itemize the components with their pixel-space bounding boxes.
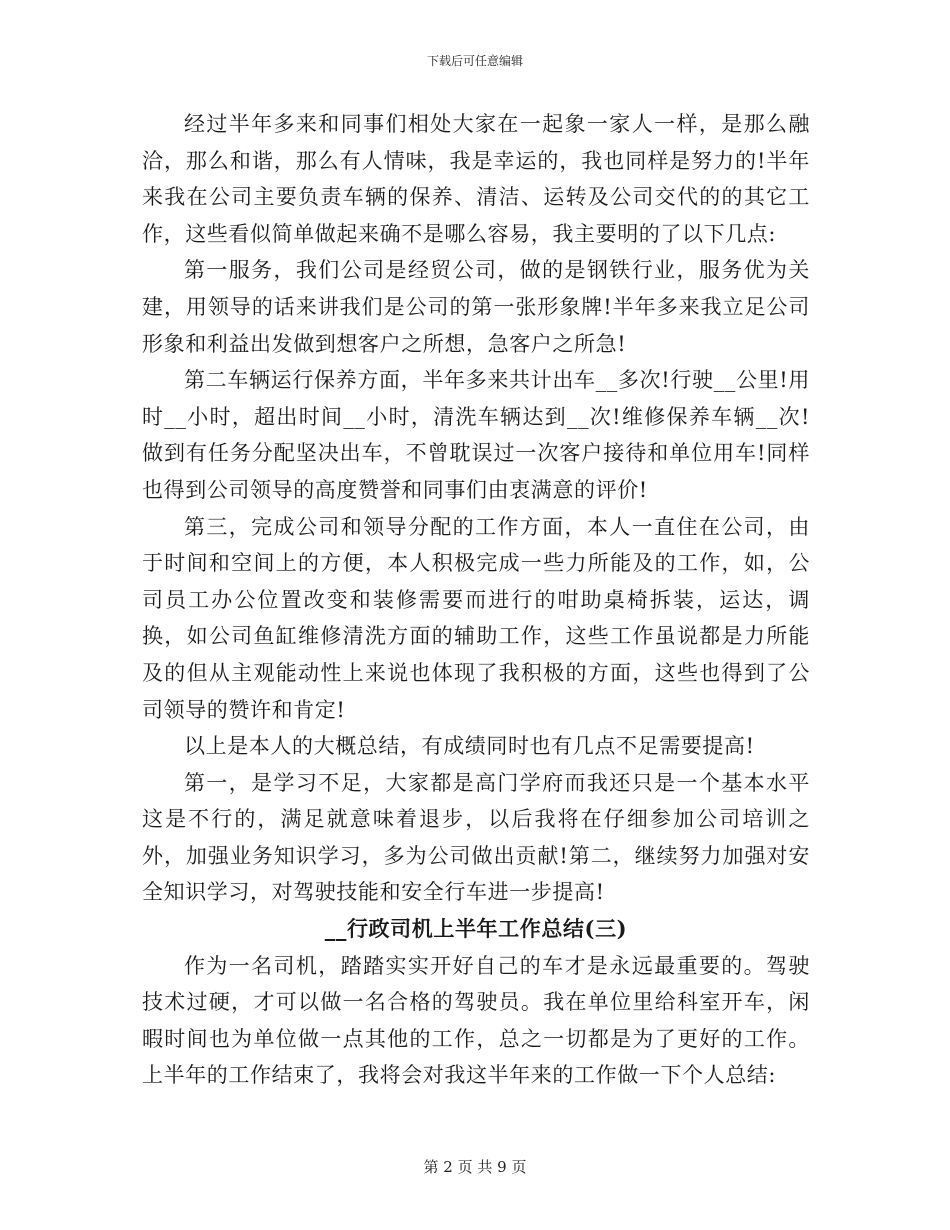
paragraph-summary: 以上是本人的大概总结，有成绩同时也有几点不足需要提高! (184, 734, 755, 759)
section-title: __行政司机上半年工作总结(三) (324, 916, 628, 942)
paragraph-shortcomings: 第一，是学习不足，大家都是高门学府而我还只是一个基本水平这是不行的，满足就意味着退步，以后我将在仔细参加公司培训之外，加强业务知识学习，多为公司做出贡献!第二，继续努力加强对安全知识学习，对驾驶技能和安全行车进一步提高! (142, 770, 810, 905)
paragraph-vehicle-maintenance: 第二车辆运行保养方面，半年多来共计出车__多次!行驶__公里!用时__小时，超出时间__小时，清洗车辆达到__次!维修保养车辆__次!做到有任务分配坚决出车，不曾耽误过一次客户接待和单位用车!同样也得到公司领导的高度赞誉和同事们由衷满意的评价! (142, 368, 810, 502)
paragraph-harmony: 经过半年多来和同事们相处大家在一起象一家人一样，是那么融洽，那么和谐，那么有人情味，我是幸运的，我也同样是努力的!半年来我在公司主要负责车辆的保养、清洁、运转及公司交代的的其它工作，这些看似简单做起来确不是哪么容易，我主要明的了以下几点: (142, 112, 810, 246)
paragraph-service: 第一服务，我们公司是经贸公司，做的是钢铁行业，服务优为关建，用领导的话来讲我们是公司的第一张形象牌!半年多来我立足公司形象和利益出发做到想客户之所想，急客户之所急! (142, 258, 810, 356)
page-header: 下载后可任意编辑 (426, 54, 523, 68)
paragraph-assigned-work: 第三，完成公司和领导分配的工作方面，本人一直住在公司，由于时间和空间上的方便，本人积极完成一些力所能及的工作，如，公司员工办公位置改变和装修需要而进行的咁助桌椅拆装，运达，调换，如公司鱼缸维修清洗方面的辅助工作，这些工作虽说都是力所能及的但从主观能动性上来说也体现了我积极的方面，这些也得到了公司领导的赞许和肯定! (142, 514, 810, 722)
document-body (142, 106, 810, 1094)
page-number: 第 2 页 共 9 页 (423, 1158, 527, 1176)
paragraph-driver-intro: 作为一名司机，踏踏实实开好自己的车才是永远最重要的。驾驶技术过硬，才可以做一名合格的驾驶员。我在单位里给科室开车，闲暇时间也为单位做一点其他的工作，总之一切都是为了更好的工作。上半年的工作结束了，我将会对我这半年来的工作做一下个人总结: (142, 953, 810, 1088)
